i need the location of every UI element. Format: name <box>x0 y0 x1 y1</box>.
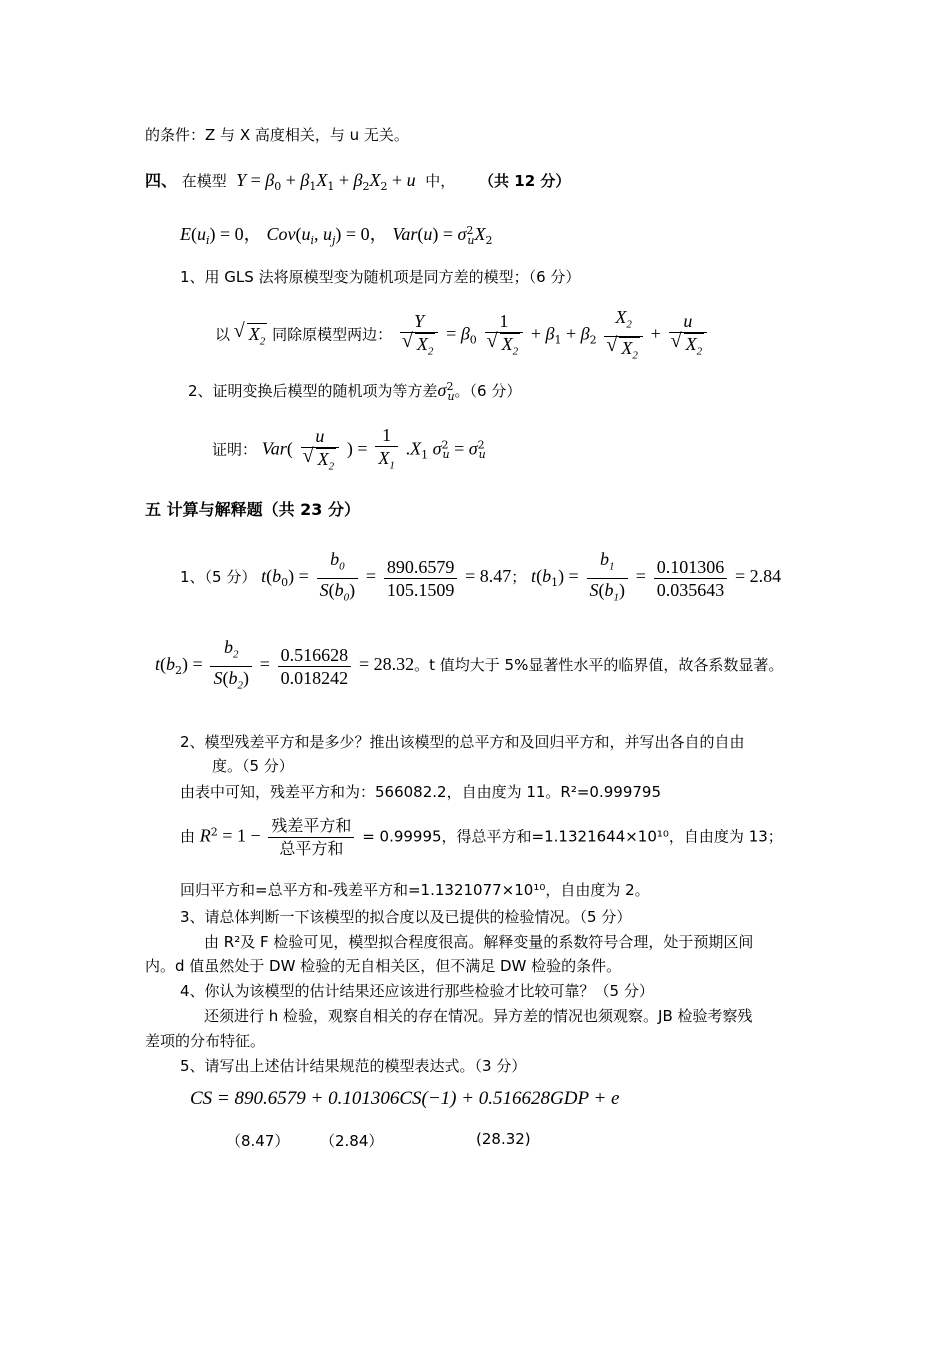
p2-r2-formula: 由 $R^2 = 1$ − $\frac{\text{残差平方和}}{\text{总平方和}}$ = 0.99995，得总平方和=1.1321644×10¹⁰，自由度为 13； <box>180 816 783 858</box>
tss-label: 总平方和 <box>279 839 344 858</box>
p2-rss: 由表中可知，残差平方和为：566082.2，自由度为 11。R²=0.999795 <box>180 783 662 801</box>
b2-se: 0.018242 <box>280 667 349 688</box>
proof-label: 证明： <box>212 440 258 459</box>
q4-1-prefix: 以 <box>215 325 231 344</box>
p1-prefix: 1、（5 分） <box>180 568 257 587</box>
p3-title: 3、请总体判断一下该模型的拟合度以及已提供的检验情况。（5 分） <box>180 908 632 926</box>
p4-answer-2: 差项的分布特征。 <box>145 1032 266 1050</box>
p4-answer-1: 还须进行 h 检验，观察自相关的存在情况。异方差的情况也须观察。JB 检验考察残 <box>204 1007 753 1025</box>
p2-title-2: 度。（5 分） <box>212 757 294 775</box>
p1-sep: ； <box>511 568 527 587</box>
t-value-2: （2.84） <box>320 1132 384 1150</box>
b0-t: = 8.47 <box>465 566 512 587</box>
condition-line: 的条件：Z 与 X 高度相关，与 u 无关。 <box>145 126 409 144</box>
p3-answer-2: 内。d 值虽然处于 DW 检验的无自相关区，但不满足 DW 检验的条件。 <box>145 957 622 975</box>
q4-2-title: 2、证明变换后模型的随机项为等方差$\sigma^2_u$。（6 分） <box>188 380 522 403</box>
b0-coef: 890.6579 <box>384 556 458 579</box>
t-value-1: （8.47） <box>226 1132 290 1150</box>
p2-tss: = 0.99995，得总平方和=1.1321644×10¹⁰，自由度为 13； <box>362 827 783 846</box>
q4-1-title: 1、用 GLS 法将原模型变为随机项是同方差的模型；（6 分） <box>180 268 581 286</box>
p5-title: 5、请写出上述估计结果规范的模型表达式。（3 分） <box>180 1057 527 1075</box>
q4-1-transform: 以 √ $X_2$ 同除原模型两边： Y √ $X_2$ = $\beta_0$ 1 √ $X_2$ + $\beta_1 + \beta_2$ $X_2$ √ $X_2$ + u √ $X_2$ <box>215 306 710 365</box>
p1-t-stats: 1、（5 分） $t(b_0)$ = $\frac{b_0}{S(b_0)}$ = $\frac{890.6579}{105.1509}$ = 8.47； $t(b_1)$ = $\frac{b_1}{S(b_1)}$ = $\frac{0.101306}{0.035643}$ = 2.84 <box>180 549 782 604</box>
p4-title: 4、你认为该模型的估计结果还应该进行那些检验才比较可靠？（5 分） <box>180 982 654 1000</box>
sec5-heading: 五 计算与解释题（共 23 分） <box>145 500 360 519</box>
p3-answer-1: 由 R²及 F 检验可见，模型拟合程度很高。解释变量的系数符号合理，处于预期区间 <box>204 933 754 951</box>
b1-coef: 0.101306 <box>654 556 728 579</box>
p2-ess: 回归平方和=总平方和-残差平方和=1.1321077×10¹⁰，自由度为 2。 <box>180 881 650 899</box>
b1-se: 0.035643 <box>656 579 725 600</box>
b2-coef: 0.516628 <box>278 644 352 667</box>
b0-se: 105.1509 <box>386 579 455 600</box>
q4-assumptions: $E(u_i) = 0$， $Cov(u_i$, $u_j) = 0$， $Var(u) = \sigma^2_uX_2$ <box>180 224 493 247</box>
q4-2-text: 2、证明变换后模型的随机项为等方差 <box>188 382 438 400</box>
b2-t: = 28.32 <box>358 654 415 675</box>
p2-prefix: 由 <box>180 827 196 846</box>
t-value-3: (28.32) <box>476 1130 531 1148</box>
b1-t: = 2.84 <box>735 566 782 587</box>
q4-2-tail: 。（6 分） <box>454 382 522 400</box>
q4-label: 四、 <box>145 171 178 190</box>
q4-text: 在模型 <box>181 172 227 190</box>
q4-2-proof: 证明： Var( u √ $X_2$ ) = $\frac{1}{X_1}$ $.X_1$ $\sigma^2_u = \sigma^2_u$ <box>212 424 486 477</box>
rss-label: 残差平方和 <box>268 815 354 838</box>
p1-tail: 。t 值均大于 5%显著性水平的临界值，故各系数显著。 <box>414 656 784 675</box>
q4-1-mid: 同除原模型两边： <box>272 325 393 344</box>
q4-mid: 中， <box>425 172 456 190</box>
p1-t-b2: $t(b_2)$ = $\frac{b_2}{S(b_2)}$ = $\frac{0.516628}{0.018242}$ = 28.32。t 值均大于 5%显著性水平的临界值，故各系数显著。 <box>155 637 784 692</box>
q4-score: （共 12 分） <box>479 172 571 190</box>
model-expression: CS = 890.6579 + 0.101306CS(−1) + 0.516628GDP + e <box>190 1088 620 1109</box>
p2-title: 2、模型残差平方和是多少？推出该模型的总平方和及回归平方和，并写出各自的自由 <box>180 733 745 751</box>
q4-heading: 四、 在模型 $Y = \beta_0 + \beta_1X_1 + \beta_2X_2 + u$ 中， （共 12 分） <box>145 170 571 193</box>
